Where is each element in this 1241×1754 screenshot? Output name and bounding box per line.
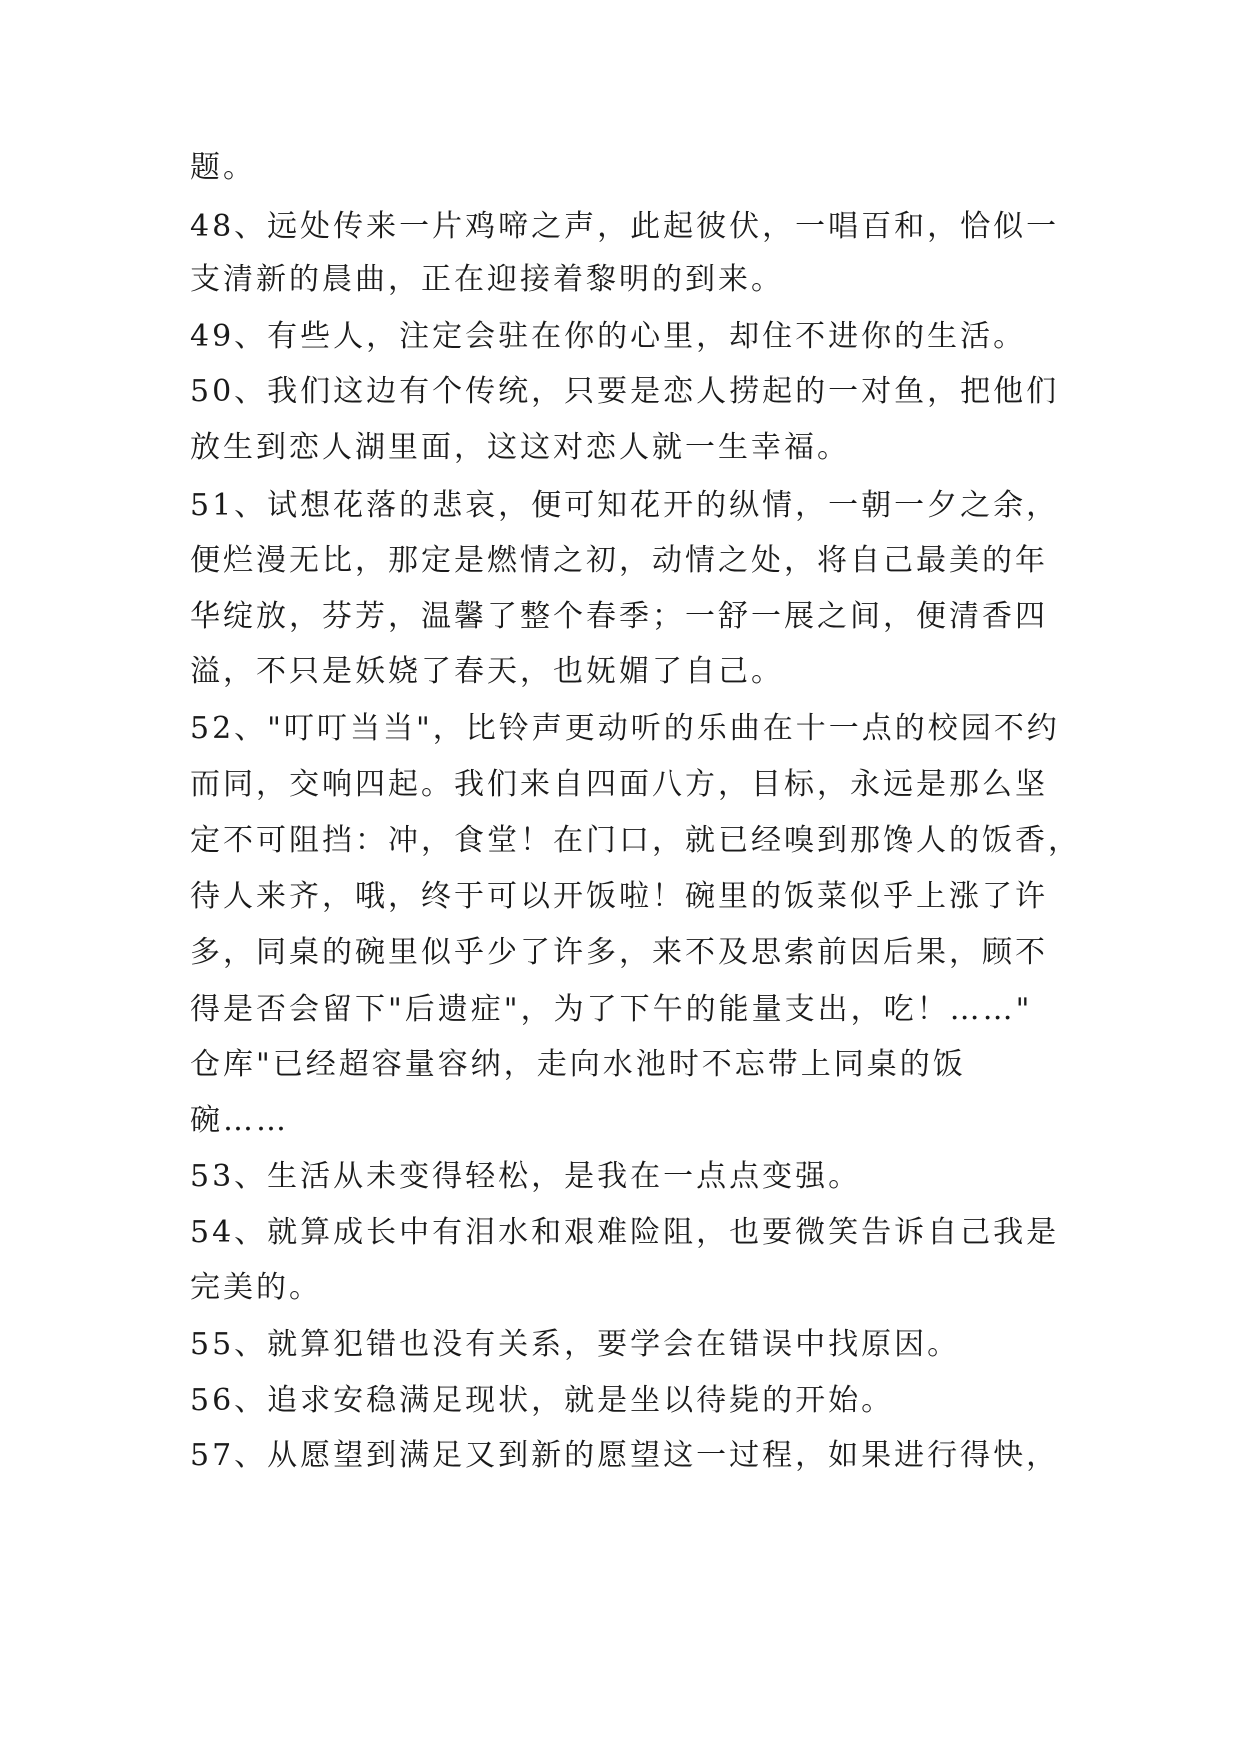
text-line: 57、从愿望到满足又到新的愿望这一过程，如果进行得快， <box>190 1438 1060 1473</box>
text-line: 48、远处传来一片鸡啼之声，此起彼伏，一唱百和，恰似一 <box>190 209 1060 244</box>
text-line: 支清新的晨曲，正在迎接着黎明的到来。 <box>190 262 784 297</box>
text-line: 华绽放，芬芳，温馨了整个春季；一舒一展之间，便清香四 <box>190 599 1048 634</box>
text-line: 便烂漫无比，那定是燃情之初，动情之处，将自己最美的年 <box>190 543 1048 578</box>
text-line: 52、"叮叮当当"，比铃声更动听的乐曲在十一点的校园不约 <box>190 711 1060 746</box>
text-line: 得是否会留下"后遗症"，为了下午的能量支出，吃！……" <box>190 992 1033 1027</box>
text-line: 碗…… <box>190 1103 289 1138</box>
text-line: 49、有些人，注定会驻在你的心里，却住不进你的生活。 <box>190 319 1027 354</box>
text-line: 多，同桌的碗里似乎少了许多，来不及思索前因后果，顾不 <box>190 935 1048 970</box>
text-line: 待人来齐，哦，终于可以开饭啦！碗里的饭菜似乎上涨了许 <box>190 879 1048 914</box>
text-line: 完美的。 <box>190 1270 322 1305</box>
text-line: 溢，不只是妖娆了春天，也妩媚了自己。 <box>190 654 784 689</box>
text-line: 放生到恋人湖里面，这这对恋人就一生幸福。 <box>190 430 850 465</box>
text-line: 题。 <box>190 150 256 185</box>
text-line: 56、追求安稳满足现状，就是坐以待毙的开始。 <box>190 1383 895 1418</box>
text-line: 55、就算犯错也没有关系，要学会在错误中找原因。 <box>190 1327 961 1362</box>
text-line: 51、试想花落的悲哀，便可知花开的纵情，一朝一夕之余， <box>190 488 1060 523</box>
text-line: 定不可阻挡：冲，食堂！在门口，就已经嗅到那馋人的饭香， <box>190 823 1081 858</box>
text-line: 而同，交响四起。我们来自四面八方，目标，永远是那么坚 <box>190 767 1048 802</box>
text-line: 53、生活从未变得轻松，是我在一点点变强。 <box>190 1159 862 1194</box>
text-line: 仓库"已经超容量容纳，走向水池时不忘带上同桌的饭 <box>190 1047 966 1082</box>
text-line: 50、我们这边有个传统，只要是恋人捞起的一对鱼，把他们 <box>190 374 1060 409</box>
text-line: 54、就算成长中有泪水和艰难险阻，也要微笑告诉自己我是 <box>190 1215 1060 1250</box>
